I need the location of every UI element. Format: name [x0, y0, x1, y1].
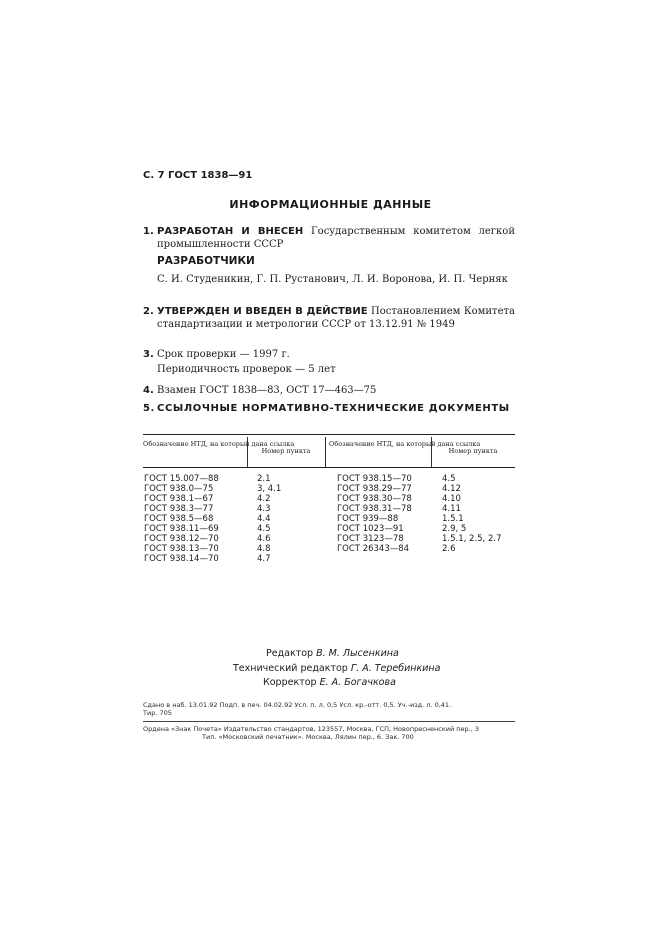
table-cell-item: 4.12 [442, 484, 461, 494]
table-cell-item: 2.6 [442, 544, 456, 554]
table-cell-item: 4.11 [442, 504, 461, 514]
table-cell-doc: ГОСТ 938.13—70 [144, 544, 219, 554]
section-text [157, 225, 515, 251]
editor-line [266, 647, 399, 661]
developers-label: РАЗРАБОТЧИКИ [157, 255, 255, 267]
table-cell-doc: ГОСТ 938.30—78 [337, 494, 412, 504]
table-cell-item: 1.5.1 [442, 514, 464, 524]
table-cell-doc: ГОСТ 938.31—78 [337, 504, 412, 514]
section-body: ССЫЛОЧНЫЕ НОРМАТИВНО-ТЕХНИЧЕСКИЕ ДОКУМЕНТЫ [157, 403, 510, 414]
section-body: Государственным комитетом легкой промышленности СССР [157, 226, 515, 250]
table-cell-doc: ГОСТ 938.12—70 [144, 534, 219, 544]
tech-editor-role: Технический редактор [233, 663, 348, 674]
table-cell-doc: ГОСТ 938.15—70 [337, 474, 412, 484]
table-cell-doc: ГОСТ 938.1—67 [144, 494, 214, 504]
reference-table [143, 434, 515, 562]
section-body: Взамен ГОСТ 1838—83, ОСТ 17—463—75 [157, 385, 377, 396]
table-cell-item: 4.5 [442, 474, 456, 484]
developers-list [157, 273, 515, 286]
section-text [157, 305, 515, 331]
table-cell-doc: ГОСТ 938.11—69 [144, 524, 219, 534]
review-periodicity: Периодичность проверок — 5 лет [157, 364, 336, 375]
table-cell-item: 2.1 [257, 474, 271, 484]
header-doc-right: Обозначение НТД, на который дана ссылка [329, 440, 481, 448]
table-cell-item: 4.6 [257, 534, 271, 544]
table-cell-item: 4.4 [257, 514, 271, 524]
right-docs-column [337, 474, 412, 554]
table-cell-item: 3, 4.1 [257, 484, 282, 494]
table-cell-doc: ГОСТ 15.007—88 [144, 474, 219, 484]
imprint-line-3: Ордена «Знак Почета» Издательство стандартов, 123557, Москва, ГСП, Новопресненский пер., 3 [143, 725, 479, 733]
table-cell-doc: ГОСТ 26343—84 [337, 544, 410, 554]
left-items-column [257, 474, 281, 564]
editor-name: В. М. Лысенкина [316, 648, 399, 659]
section-2 [143, 305, 515, 331]
section-label: УТВЕРЖДЕН И ВВЕДЕН В ДЕЙСТВИЕ [157, 306, 368, 317]
table-cell-item: 1.5.1, 2.5, 2.7 [442, 534, 502, 544]
table-cell-item: 4.2 [257, 494, 271, 504]
section-4 [143, 384, 515, 397]
imprint-line-4: Тип. «Московский печатник». Москва, Лялин пер., 6. Зак. 700 [202, 733, 414, 741]
section-number: 5. [143, 403, 155, 414]
table-cell-doc: ГОСТ 938.3—77 [144, 504, 214, 514]
right-items-column [442, 474, 501, 554]
imprint-rule [143, 721, 515, 722]
table-top-rule [143, 434, 515, 435]
section-body: Постановлением Комитета стандартизации и метрологии СССР от 13.12.91 № 1949 [157, 306, 515, 330]
corrector-line [263, 676, 396, 690]
table-cell-doc: ГОСТ 938.29—77 [337, 484, 412, 494]
table-cell-doc: ГОСТ 939—88 [337, 514, 399, 524]
section-1 [143, 225, 515, 251]
page-title: ИНФОРМАЦИОННЫЕ ДАННЫЕ [229, 198, 432, 211]
table-cell-doc: ГОСТ 1023—91 [337, 524, 404, 534]
header-doc-left: Обозначение НТД, на который дана ссылка [143, 440, 295, 448]
section-5 [143, 403, 515, 415]
left-docs-column [144, 474, 219, 564]
corrector-role: Корректор [263, 677, 317, 688]
section-number: 2. [143, 306, 154, 317]
table-cell-item: 4.10 [442, 494, 461, 504]
imprint-line-2: Тир. 705 [143, 709, 172, 717]
table-divider [325, 437, 326, 467]
table-cell-item: 2.9, 5 [442, 524, 467, 534]
section-body: Срок проверки — 1997 г. [157, 349, 290, 360]
table-cell-item: 4.7 [257, 554, 271, 564]
developers-names: С. И. Студеникин, Г. П. Рустанович, Л. И. Воронова, И. П. Черняк [157, 274, 508, 285]
section-number: 4. [143, 385, 154, 396]
header-item-left: Номер пункта [261, 447, 311, 455]
table-cell-doc: ГОСТ 938.5—68 [144, 514, 214, 524]
section-label: РАЗРАБОТАН И ВНЕСЕН [157, 226, 304, 237]
table-cell-item: 4.3 [257, 504, 271, 514]
header-item-right: Номер пункта [448, 447, 498, 455]
table-cell-item: 4.5 [257, 524, 271, 534]
corrector-name: Е. А. Богачкова [319, 677, 396, 688]
table-cell-item: 4.8 [257, 544, 271, 554]
section-number: 3. [143, 349, 154, 360]
tech-editor-line [233, 662, 440, 676]
section-3 [143, 348, 515, 361]
table-header-rule [143, 467, 515, 468]
imprint-line-1: Сдано в наб. 13.01.92 Подп. в печ. 04.02.92 Усл. п. л. 0,5 Усл. кр.-отт. 0,5. Уч.-изд. л. 0,41. [143, 701, 452, 709]
tech-editor-name: Г. А. Теребинкина [350, 663, 441, 674]
section-number: 1. [143, 226, 154, 237]
page-header: С. 7 ГОСТ 1838—91 [143, 170, 253, 181]
editor-role: Редактор [266, 648, 314, 659]
table-cell-doc: ГОСТ 938.0—75 [144, 484, 214, 494]
table-cell-doc: ГОСТ 938.14—70 [144, 554, 219, 564]
table-cell-doc: ГОСТ 3123—78 [337, 534, 404, 544]
